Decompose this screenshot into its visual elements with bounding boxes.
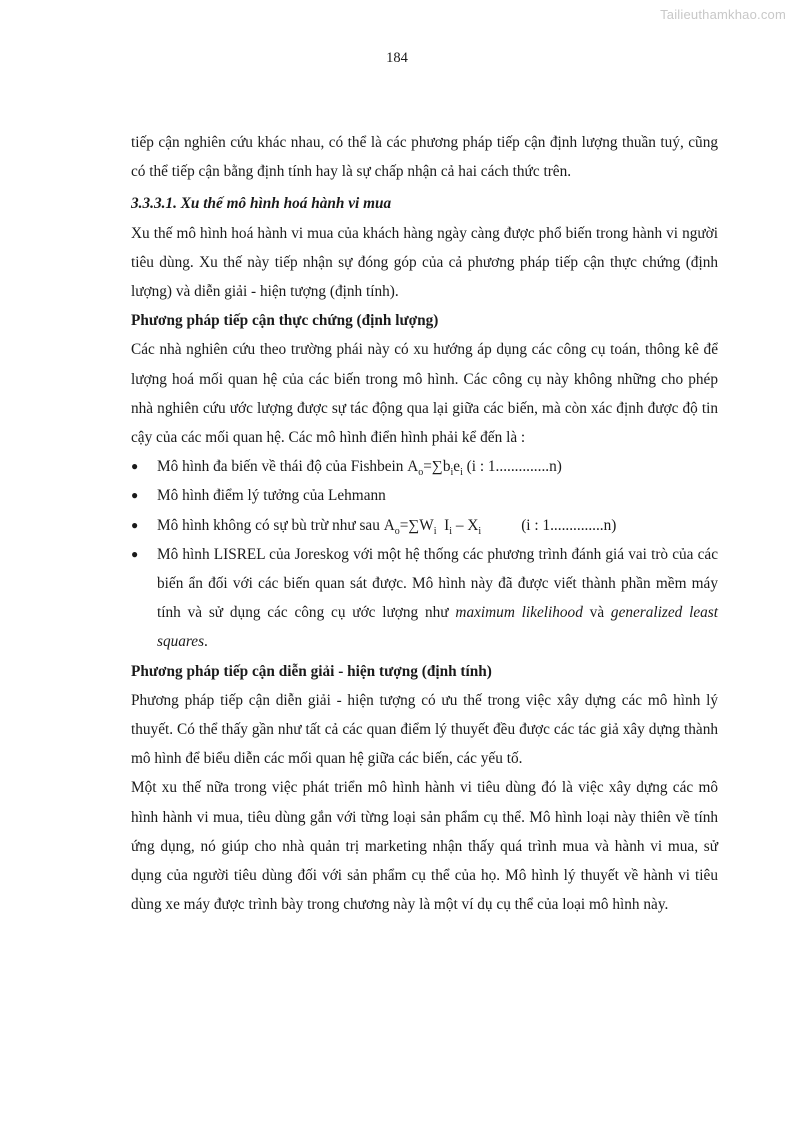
quantitative-heading: Phương pháp tiếp cận thực chứng (định lượng) bbox=[131, 312, 439, 330]
noncompensatory-formula bbox=[384, 511, 482, 540]
intro-paragraph: tiếp cận nghiên cứu khác nhau, có thể là các phương pháp tiếp cận định lượng thuần tuý, cũng có thể tiếp cận bằng định tính hay là sự chấp nhận cả hai cách thức trên. bbox=[131, 134, 718, 181]
formula-sub: i bbox=[478, 525, 482, 537]
formula-part: A bbox=[383, 516, 395, 534]
list-item-text: Mô hình đa biến về thái độ của Fishbein bbox=[157, 458, 408, 476]
emphasis-term: generalized least squares bbox=[157, 604, 718, 651]
formula-sub: i bbox=[460, 467, 463, 479]
list-item-text: . bbox=[204, 633, 208, 651]
formula-part: I bbox=[436, 516, 450, 534]
formula-sub: o bbox=[394, 525, 400, 537]
list-item bbox=[131, 511, 718, 540]
qualitative-heading: Phương pháp tiếp cận diễn giải - hiện tượng (định tính) bbox=[131, 662, 492, 680]
formula-sub: i bbox=[449, 525, 453, 537]
bullet-icon: ● bbox=[131, 517, 139, 532]
formula-part: A bbox=[407, 458, 419, 476]
bullet-icon: ● bbox=[131, 488, 139, 503]
formula-part: e bbox=[453, 458, 461, 476]
list-item-text: Mô hình LISREL của Joreskog với một hệ thống các phương trình đánh giá vai trò của các biến ẩn đối với các biến quan sát được. Mô hình này đã được viết thành phần mềm máy tính và sử dụng các công cụ ước lượng như bbox=[157, 545, 718, 622]
bullet-icon: ● bbox=[131, 546, 139, 561]
trend-paragraph: Một xu thế nữa trong việc phát triển mô hình hành vi tiêu dùng đó là việc xây dựng các mô hình hành vi mua, tiêu dùng gắn với từng loại sản phẩm cụ thể. Mô hình loại này thiên về tính ứng dụng, nó giúp cho nhà quản trị marketing nhận thấy quá trình mua và hành vi mua, sử dụng của người tiêu dùng đối với sản phẩm cụ thể của họ. Mô hình lý thuyết về hành vi tiêu dùng xe máy được trình bày trong chương này là một ví dụ cụ thể của loại mô hình này. bbox=[131, 779, 718, 914]
list-item-text: Mô hình điểm lý tưởng của Lehmann bbox=[157, 487, 386, 505]
list-item bbox=[131, 452, 718, 481]
model-list bbox=[131, 452, 718, 656]
page-number: 184 bbox=[386, 50, 408, 66]
formula-range: (i : 1..............n) bbox=[521, 516, 617, 534]
qualitative-paragraph: Phương pháp tiếp cận diễn giải - hiện tượng có ưu thế trong việc xây dựng các mô hình lý thuyết. Có thể thấy gần như tất cả các quan điểm lý thuyết đều được các tác giả xây dựng thành mô hình để biểu diễn các mối quan hệ giữa các biến, các yếu tố. bbox=[131, 691, 718, 768]
watermark: Tailieuthamkhao.com bbox=[660, 7, 786, 22]
fishbein-formula bbox=[407, 452, 463, 481]
quantitative-paragraph: Các nhà nghiên cứu theo trường phái này có xu hướng áp dụng các công cụ toán, thông kê để lượng hoá mối quan hệ của các biến trong mô hình. Các công cụ này không những cho phép nhà nghiên cứu ước lượng được sự tác động qua lại giữa các biến, mà còn xác định được độ tin cậy của các mối quan hệ. Các mô hình điển hình phải kể đến là : bbox=[131, 341, 718, 447]
formula-sub: i bbox=[450, 467, 454, 479]
list-item-text: Mô hình không có sự bù trừ như sau bbox=[157, 516, 384, 534]
section-heading: 3.3.3.1. Xu thế mô hình hoá hành vi mua bbox=[131, 195, 392, 213]
formula-range: (i : 1..............n) bbox=[462, 458, 562, 476]
formula-sub: i bbox=[433, 525, 437, 537]
formula-sub: o bbox=[418, 467, 424, 479]
formula-part: – X bbox=[452, 516, 479, 534]
page-content bbox=[131, 128, 718, 919]
section-paragraph: Xu thế mô hình hoá hành vi mua của khách hàng ngày càng được phổ biến trong hành vi người tiêu dùng. Xu thế này tiếp nhận sự đóng góp của cả phương pháp tiếp cận thực chứng (định lượng) và diễn giải - hiện tượng (định tính). bbox=[131, 224, 718, 301]
emphasis-term: maximum likelihood bbox=[455, 604, 583, 622]
bullet-icon: ● bbox=[131, 459, 139, 474]
formula-part: =∑W bbox=[399, 516, 434, 534]
list-item bbox=[131, 540, 718, 657]
list-item-text: và bbox=[582, 604, 611, 622]
formula-part: =∑b bbox=[423, 458, 451, 476]
list-item bbox=[131, 481, 718, 510]
